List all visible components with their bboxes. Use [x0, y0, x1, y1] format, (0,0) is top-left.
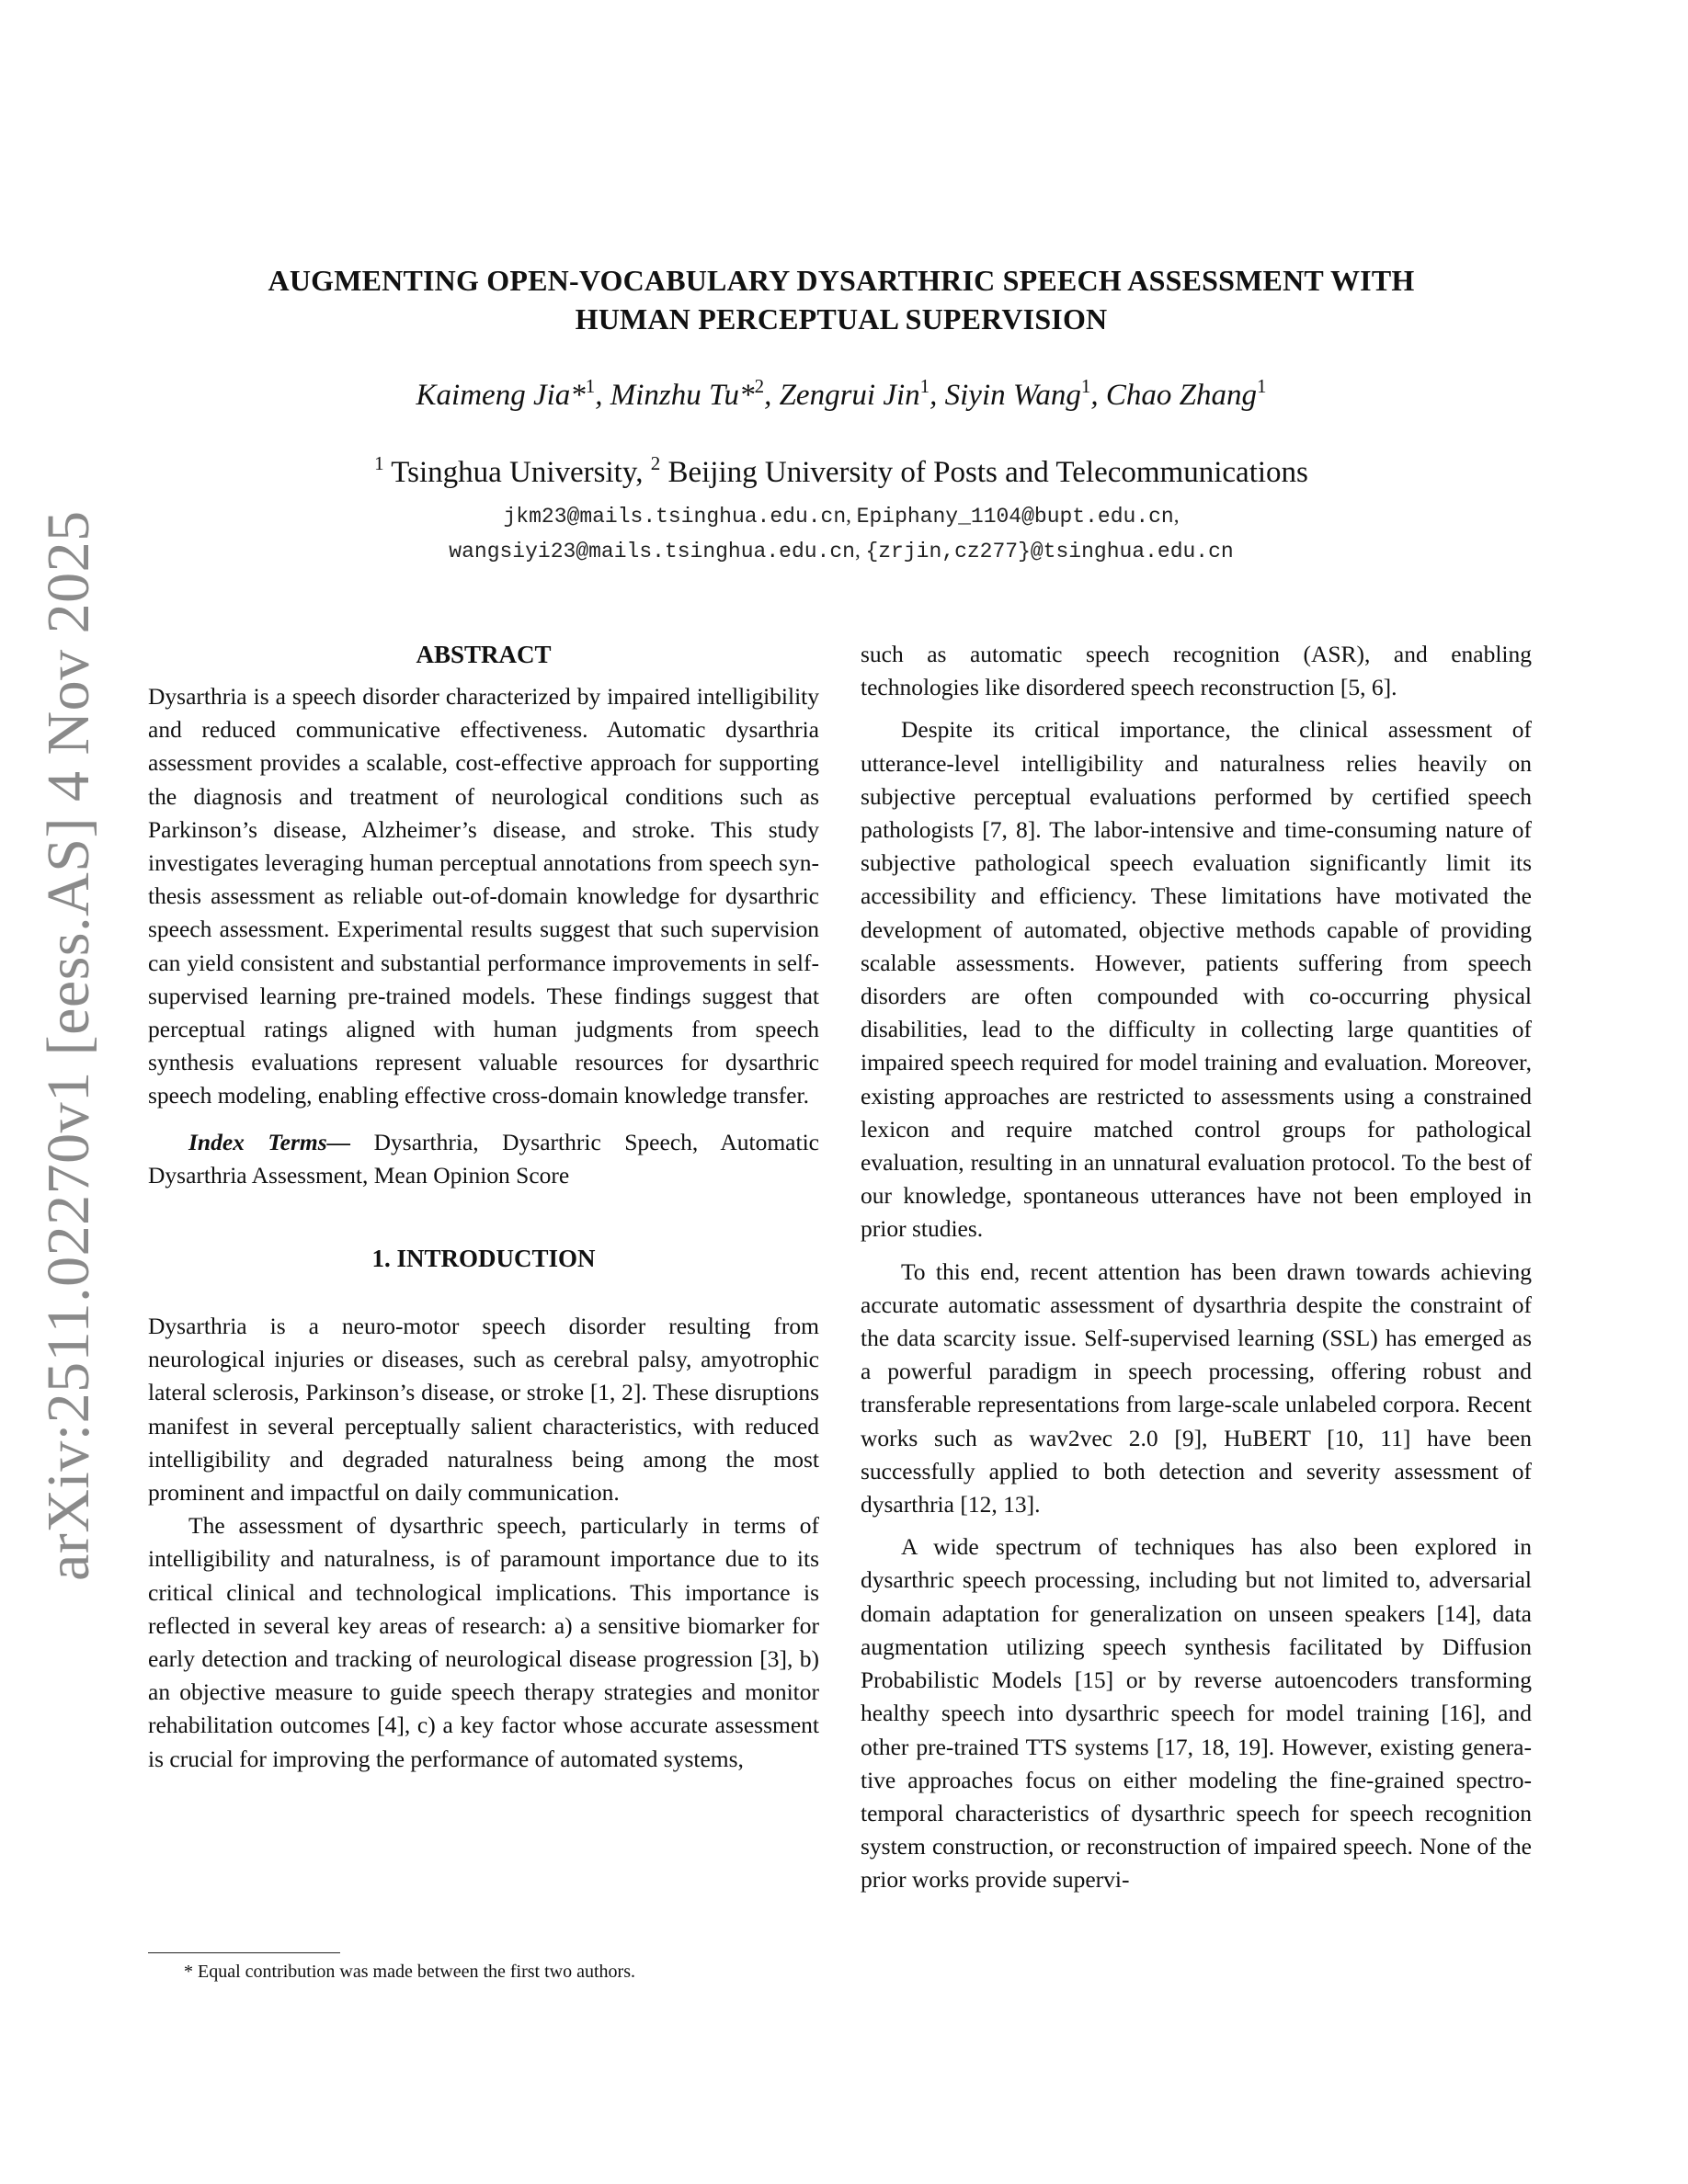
intro-paragraph: such as automatic speech recognition (ASR), and enabling technologies like disordered speech reconstruction [5, 6].: [861, 641, 1532, 701]
index-terms-label: Index Terms—: [188, 1128, 351, 1155]
footnote: * Equal contribution was made between the first two authors.: [184, 1962, 635, 1982]
intro-paragraph: To this end, recent attention has been drawn towards achieving accurate automatic assessment of dysarthria despite the constraint of the data scarcity issue. Self-supervised learning (SSL) has emerged as a powerful paradigm in speech processing, offering robust and transferable representations from large-scale unlabeled corpora. Recent works such as wav2vec 2.0 [9], HuBERT [10, 11] have been successfully applied to both detection and severity assessment of dysarthria [12, 13].: [861, 1257, 1532, 1519]
paper-title: [147, 261, 1535, 338]
email-line-1: jkm23@mails.tsinghua.edu.cn, Epiphany_1104@bupt.edu.cn,: [503, 504, 1180, 529]
right-column: [861, 638, 1532, 1897]
intro-paragraph: Dysarthria is a neuro-motor speech disorder resulting from neurological injuries or diseases, such as cerebral palsy, amyotrophic lateral sclerosis, Parkinson’s disease, or stroke [1, 2]. These disruptions manifest in several perceptually salient characteristics, with reduced intelligibility and degraded naturalness being among the most prominent and impactful on daily communication.: [148, 1313, 819, 1507]
intro-paragraph: Despite its critical importance, the clinical assessment of utterance-level intelligibility and naturalness relies heavily on subjective perceptual evaluations performed by certified speech pathologists [7, 8]. The labor-intensive and time-consuming nature of subjective pathological speech evaluation significantly limit its accessibility and efficiency. These limitations have motivated the development of automated, objective methods capable of providing scalable assessments. However, patients suffering from speech disorders are often compounded with co-occurring physical disabilities, lead to the difficulty in collecting large quantities of impaired speech required for model training and evaluation. Moreover, existing approaches are restricted to assessments using a constrained lexicon and require matched control groups for pathological evaluation, resulting in an unnatural evaluation protocol. To the best of our knowledge, spontaneous utterances have not been employed in prior studies.: [861, 716, 1532, 1243]
author: Siyin Wang$^1$: [944, 375, 1091, 412]
abstract-text: Dysarthria is a speech disorder characterized by impaired intelligibility and reduced communicative effectiveness. Automatic dysarthria assessment provides a scalable, cost-effective approach for supporting the diagnosis and treatment of neurological conditions such as Parkinson’s disease, Alzheimer’s disease, and stroke. This study investigates leveraging human perceptual annotations from speech synthesis assessment as reliable out-of-domain knowledge for dysarthric speech assessment. Experimental results suggest that such supervision can yield consistent and substantial performance improvements in self-supervised learning pre-trained models. These findings suggest that perceptual ratings aligned with human judgments from speech synthesis evaluations represent valuable resources for dysarthric speech modeling, enabling effective cross-domain knowledge transfer.: [148, 683, 819, 1109]
email-line-2: wangsiyi23@mails.tsinghua.edu.cn, {zrjin,cz277}@tsinghua.edu.cn: [449, 539, 1234, 563]
author: Zengrui Jin$^1$: [779, 375, 930, 412]
title-line-2: HUMAN PERCEPTUAL SUPERVISION: [575, 302, 1108, 336]
author-list: Kaimeng Jia*$^1$, Minzhu Tu*$^2$, Zengrui Jin$^1$, Siyin Wang$^1$, Chao Zhang$^1$: [416, 375, 1267, 412]
footnote-divider: [148, 1952, 340, 1953]
abstract-heading: ABSTRACT: [416, 641, 552, 668]
affiliations: $^1$ Tsinghua University, $^2$ Beijing University of Posts and Telecommunications: [374, 452, 1308, 489]
author: Minzhu Tu*$^2$: [610, 375, 765, 412]
affiliation-2: Beijing University of Posts and Telecommunications: [667, 456, 1308, 489]
index-terms: [148, 1126, 819, 1192]
email-link[interactable]: jkm23@mails.tsinghua.edu.cn: [503, 505, 847, 529]
author: Chao Zhang$^1$: [1105, 375, 1267, 412]
email-link[interactable]: Epiphany_1104@bupt.edu.cn: [856, 505, 1174, 529]
title-line-1: AUGMENTING OPEN-VOCABULARY DYSARTHRIC SPEECH ASSESSMENT WITH: [268, 264, 1415, 297]
introduction-heading: 1. INTRODUCTION: [371, 1245, 596, 1273]
email-link[interactable]: wangsiyi23@mails.tsinghua.edu.cn: [449, 540, 855, 563]
index-terms-list: Dysarthria, Dysarthric Speech, Automatic Dysarthria Assessment, Mean Opinion Score: [148, 1128, 819, 1189]
author: Kaimeng Jia*$^1$: [416, 375, 596, 412]
intro-paragraph: The assessment of dysarthric speech, particularly in terms of intelligibility and naturalness, is of paramount importance due to its critical clinical and technological implications. This importance is reflected in several key areas of research: a) a sensitive biomarker for early detection and tracking of neurological disease progression [3], b) an objective measure to guide speech therapy strategies and monitor rehabilitation outcomes [4], c) a key factor whose accurate assessment is crucial for improving the performance of automated systems,: [148, 1512, 819, 1772]
intro-paragraph: A wide spectrum of techniques has also been explored in dysarthric speech processing, including but not limited to, adversarial domain adaptation for generalization on unseen speakers [14], data augmentation utilizing speech synthesis facilitated by Diffusion Probabilistic Models [15] or by reverse autoencoders transforming healthy speech into dysarthric speech for model training [16], and other pre-trained TTS systems [17, 18, 19]. However, existing generative approaches focus on either modeling the fine-grained spectro-temporal characteristics of dysarthric speech for speech recognition system construction, or reconstruction of impaired speech. None of the prior works provide supervi-: [861, 1533, 1532, 1894]
arxiv-identifier-stamp: arXiv:2511.02270v1 [eess.AS] 4 Nov 2025: [35, 510, 102, 1581]
left-column: [148, 638, 819, 1776]
affiliation-1: Tsinghua University,: [391, 456, 644, 489]
email-link[interactable]: {zrjin,cz277}@tsinghua.edu.cn: [865, 540, 1234, 563]
